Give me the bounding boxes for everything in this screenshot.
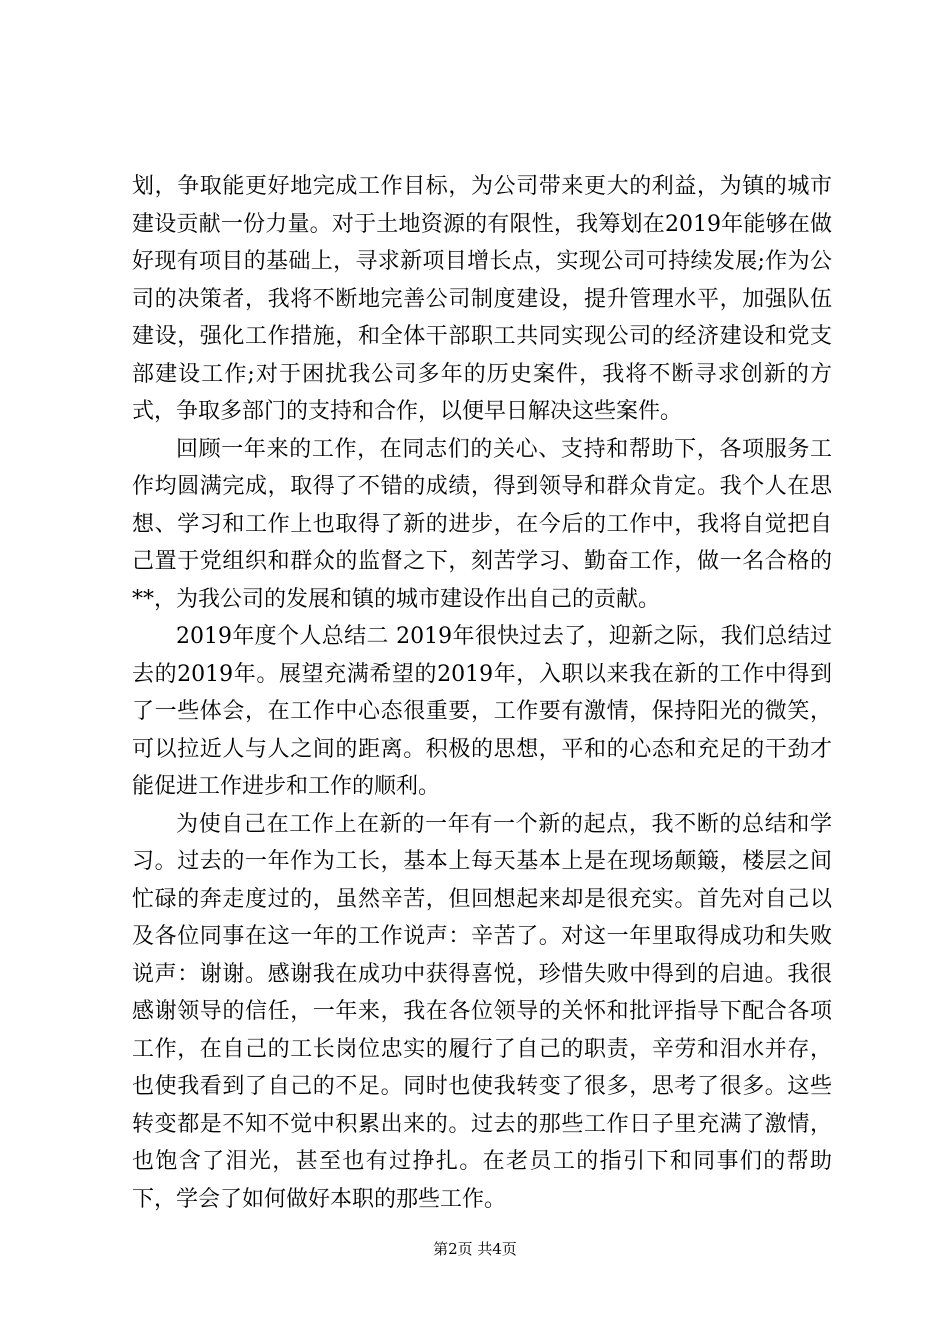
paragraph-continuation: 划，争取能更好地完成工作目标，为公司带来更大的利益，为镇的城市建设贡献一份力量。对于土地资源的有限性，我筹划在2019年能够在做好现有项目的基础上，寻求新项目增长点，实现公司可持续发展;作为公司的决策者，我将不断地完善公司制度建设，提升管理水平，加强队伍建设，强化工作措施，和全体干部职工共同实现公司的经济建设和党支部建设工作;对于困扰我公司多年的历史案件，我将不断寻求创新的方式，争取多部门的支持和合作，以便早日解决这些案件。 — [132, 174, 832, 424]
paragraph-summary-two: 2019年度个人总结二 2019年很快过去了，迎新之际，我们总结过去的2019年。展望充满希望的2019年，入职以来我在新的工作中得到了一些体会，在工作中心态很重要，工作要有激情，保持阳光的微笑，可以拉近人与人之间的距离。积极的思想，平和的心态和充足的干劲才能促进工作进步和工作的顺利。 — [132, 624, 832, 799]
page-number-footer: 第2页 共4页 — [433, 1240, 517, 1258]
document-body — [132, 168, 832, 1218]
paragraph-new-start: 为使自己在工作上在新的一年有一个新的起点，我不断的总结和学习。过去的一年作为工长，基本上每天基本上是在现场颠簸，楼层之间忙碌的奔走度过的，虽然辛苦，但回想起来却是很充实。首先对自己以及各位同事在这一年的工作说声：辛苦了。对这一年里取得成功和失败说声：谢谢。感谢我在成功中获得喜悦，珍惜失败中得到的启迪。我很感谢领导的信任，一年来，我在各位领导的关怀和批评指导下配合各项工作，在自己的工长岗位忠实的履行了自己的职责，辛劳和泪水并存，也使我看到了自己的不足。同时也使我转变了很多，思考了很多。这些转变都是不知不觉中积累出来的。过去的那些工作日子里充满了激情，也饱含了泪光，甚至也有过挣扎。在老员工的指引下和同事们的帮助下，学会了如何做好本职的那些工作。 — [132, 811, 832, 1212]
paragraph-review: 回顾一年来的工作，在同志们的关心、支持和帮助下，各项服务工作均圆满完成，取得了不错的成绩，得到领导和群众肯定。我个人在思想、学习和工作上也取得了新的进步，在今后的工作中，我将自觉把自己置于党组织和群众的监督之下，刻苦学习、勤奋工作，做一名合格的**，为我公司的发展和镇的城市建设作出自己的贡献。 — [132, 436, 832, 612]
